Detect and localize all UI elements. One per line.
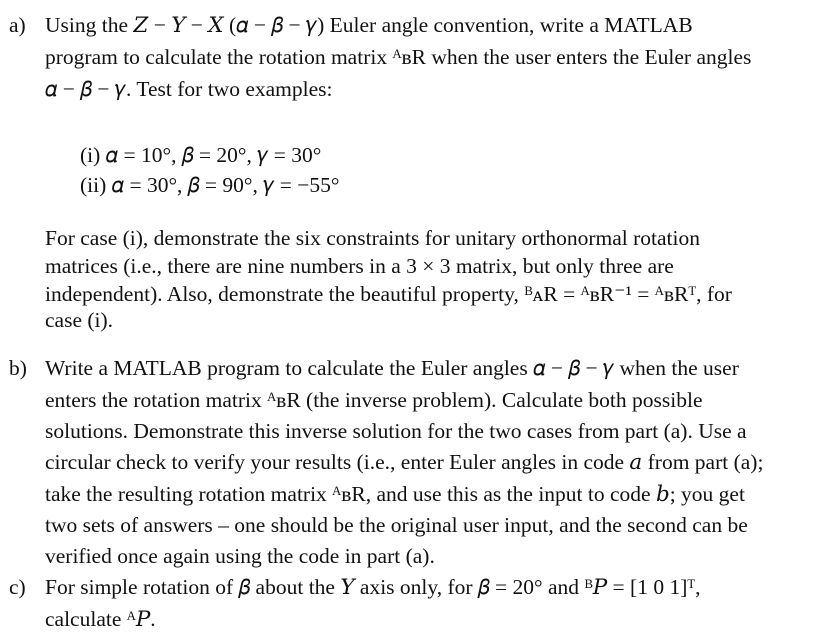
part-b-line-4: circular check to verify your results (i.e., enter Euler angles in code 𝑎 from part (a); (45, 450, 764, 474)
constraints-line-3: independent). Also, demonstrate the beautiful property, ᴮᴀR = ᴬʙR⁻¹ = ᴬʙRᵀ, for (45, 282, 732, 306)
part-b-line-1: Write a MATLAB program to calculate the Euler angles 𝛼 − 𝛽 − 𝛾 when the user (45, 356, 739, 380)
part-c-marker: c) (9, 575, 26, 599)
part-b-marker: b) (9, 356, 27, 380)
part-b-line-2: enters the rotation matrix ᴬʙR (the inverse problem). Calculate both possible (45, 388, 703, 412)
constraints-line-2: matrices (i.e., there are nine numbers in a 3 × 3 matrix, but only three are (45, 254, 674, 278)
part-b-line-6: two sets of answers – one should be the original user input, and the second can be (45, 513, 748, 537)
example-i: (i) 𝛼 = 10°, 𝛽 = 20°, 𝛾 = 30° (80, 143, 322, 167)
part-a-line-1: Using the 𝑍 − 𝑌 − 𝑋 (𝛼 − 𝛽 − 𝛾) Euler angle convention, write a MATLAB (45, 13, 693, 37)
part-b-line-5: take the resulting rotation matrix ᴬʙR, and use this as the input to code 𝑏; you get (45, 482, 745, 506)
part-b-line-3: solutions. Demonstrate this inverse solution for the two cases from part (a). Use a (45, 419, 747, 443)
example-ii: (ii) 𝛼 = 30°, 𝛽 = 90°, 𝛾 = −55° (80, 173, 340, 197)
part-a-line-2: program to calculate the rotation matrix ᴬʙR when the user enters the Euler angles (45, 45, 752, 69)
part-c-line-2: calculate ᴬ𝑃. (45, 607, 156, 631)
part-a-marker: a) (9, 13, 26, 37)
constraints-line-4: case (i). (45, 308, 114, 332)
part-a-line-3: 𝛼 − 𝛽 − 𝛾. Test for two examples: (45, 77, 333, 101)
part-c-line-1: For simple rotation of 𝛽 about the 𝑌 axis only, for 𝛽 = 20° and ᴮ𝑃 = [1 0 1]ᵀ, (45, 575, 701, 599)
constraints-line-1: For case (i), demonstrate the six constraints for unitary orthonormal rotation (45, 226, 700, 250)
part-b-line-7: verified once again using the code in part (a). (45, 544, 435, 568)
